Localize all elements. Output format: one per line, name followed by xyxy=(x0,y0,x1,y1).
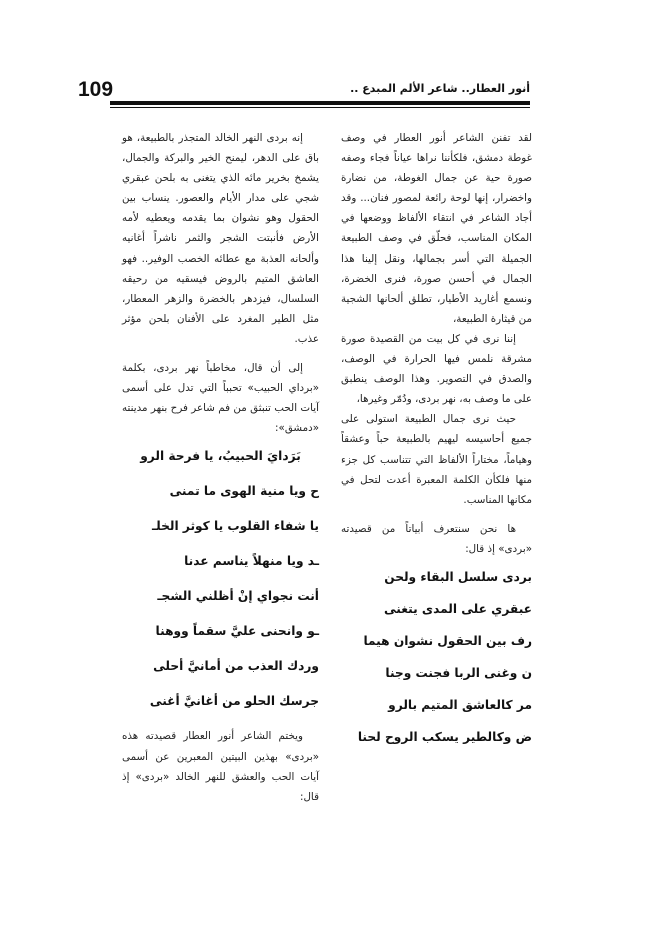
poem-verses xyxy=(341,567,532,747)
running-title: أنور العطار.. شاعر الألم المبدع .. xyxy=(350,82,530,95)
verse-line: عبقري على المدى يتغنى xyxy=(383,601,532,616)
verse-line: جرسك الحلو من أغانيَّ أغنى xyxy=(149,694,319,709)
paragraph: ويختم الشاعر أنور العطار قصيدته هذه «بردى» بهذين البيتين المعبرين عن أسمى آيات الحب والعشق للنهر الخالد «بردى» إذ قال: xyxy=(122,730,319,803)
paragraph: إننا نرى في كل بيت من القصيدة صورة مشرقة نلمس فيها الحرارة في الوصف، والصدق في التصوير. وهذا الوصف ينطبق على ما وصف به، نهر بردى، ودُمّر وغيرها، xyxy=(341,332,532,406)
verse-line: ن وغنى الربا فجنت وجنا xyxy=(385,665,532,680)
verse-line: ح ويا منية الهوى ما تمنى xyxy=(169,484,319,499)
paragraph: لقد تفنن الشاعر أنور العطار في وصف غوطة دمشق، فلكأننا نراها عياناً فجاء وصفه صورة حية عن جمال الغوطة، من نضارة واخضرار، إنها لوحة رائعة لمصور فنان... وقد أجاد الشاعر في انتقاء الألفاظ ووضعها في المكان المناسب، فحلّق في وصف الطبيعة الجميلة التي أسر بجمالها، ونقل إلينا هذا الجمال في أحسن صورة، فنرى الخضرة، ونسمع أغاريد الأطيار، تطلق ألحانها الشجية من قيثارة الطبيعة، xyxy=(341,132,532,325)
verse-line: ـد ويا منهلاً يناسم عدنا xyxy=(184,554,319,569)
verse-line: يا شفاء القلوب يا كوثر الخلـ xyxy=(151,519,319,534)
verse-line: ـو وانحنى عليَّ سقماً ووهنا xyxy=(155,624,319,639)
verse-line: أنت نجواي إنْ أظلني الشجـ xyxy=(157,589,319,604)
verse-line: وردك العذب من أمانيَّ أحلى xyxy=(153,659,319,674)
paragraph: إلى أن قال، مخاطباً نهر بردى، بكلمة «برداي الحبيب» تحبباً التي تدل على أسمى آيات الحب تنبثق من فم شاعر فرح بنهر مدينته «دمشق»: xyxy=(122,362,319,435)
verse-line: ض وكالطير يسكب الروح لحنا xyxy=(357,729,532,744)
verse-line: بَرَدايَ الحبيبُ، يا فرحة الرو xyxy=(140,449,301,464)
header-rule xyxy=(110,101,530,105)
header-rule-thin xyxy=(110,107,530,108)
poem-verses xyxy=(122,446,319,711)
paragraph: إنه بردى النهر الخالد المتجذر بالطبيعة، هو باق على الدهر، ليمنح الخير والبركة والجمال، يشمخ بخرير مائه الذي يتغنى به بلحن عبقري شجي على مدار الأيام والعصور. ينساب بين الحقول وهو نشوان بما يقدمه ويعطيه لأمه الأرض فأنبتت الشجر والثمر ناشراً أغانيه وألحانه العذبة مع عطائه الخصب الوفير.. فهو العاشق المتيم بالروض فيسقيه من رحيقه السلسال، فيزدهر بالخضرة والزهر المعطار، مثل الطير المغرد على الأفنان بلحن مؤثر عذب. xyxy=(122,132,319,345)
verse-line: رف بين الحقول نشوان هيما xyxy=(363,633,532,648)
left-column xyxy=(122,128,319,807)
verse-line: مر كالعاشق المتيم بالرو xyxy=(388,697,532,712)
right-column xyxy=(341,128,532,759)
verse-line: بردى سلسل البقاء ولحن xyxy=(384,569,532,584)
paragraph: حيث نرى جمال الطبيعة استولى على جميع أحاسيسه ليهيم بالطبيعة حباً وعشقاً وهياماً، مختاراً الألفاظ التي تتناسب كل جزء منها فلكأن الكلمة المعبرة أعدت لتحل في مكانها المناسب. xyxy=(341,413,532,506)
paragraph: ها نحن سنتعرف أبياتاً من قصيدته «بردى» إذ قال: xyxy=(341,522,532,555)
page-number: 109 xyxy=(78,78,114,101)
